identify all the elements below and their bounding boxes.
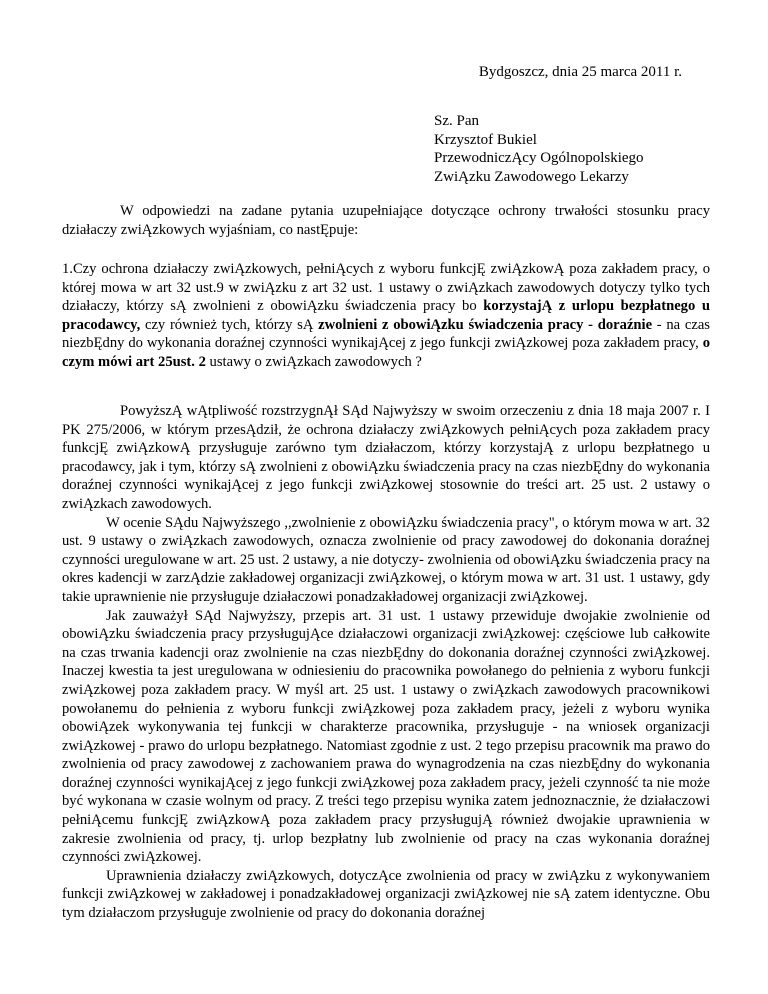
question-text [62, 260, 710, 372]
question-text-part3: - na czas niezbĘdny do wykonania doraźnej czynności wynikajĄcej z jego funkcji zwiĄzkowej poza zakładem pracy, [62, 316, 710, 352]
question-paragraph [62, 260, 710, 372]
question-text-part1: 1.Czy ochrona działaczy zwiĄzkowych, pełniĄcych z wyboru funkcjĘ zwiĄzkowĄ poza zakładem pracy, o której mowa w art 32 ust.9 w zwiĄzku z art 32 ust. 1 ustawy o zwiĄzkach zawodowych dotyczy tylko tych działaczy, którzy sĄ zwolnieni z obowiĄzku świadczenia pracy bo [62, 261, 710, 315]
recipient-salutation: Sz. Pan [434, 113, 479, 129]
intro-text: W odpowiedzi na zadane pytania uzupełniające dotyczące ochrony trwałości stosunku pracy działaczy zwiĄzkowych wyjaśniam, co nastĘpuje: [62, 203, 710, 238]
answer-paragraph-2: W ocenie SĄdu Najwyższego ,,zwolnienie z obowiĄzku świadczenia pracy", o którym mowa w art. 32 ust. 9 ustawy o zwiĄzkach zawodowych, oznacza zwolnienie od pracy zawodowej do dokonania doraźnej czynności uregulowane w art. 25 ust. 2 ustawy, a nie dotyczy- zwolnienia od obowiĄzku świadczenia pracy na okres kadencji w zarzĄdzie zakładowej organizacji zwiĄzkowej, o którym mowa w art. 31 ust. 1 ustawy, gdy takie uprawnienie nie przysługuje działaczowi ponadzakładowej organizacji zwiĄzkowej. [62, 514, 710, 605]
question-bold-article-ref: o czym mówi art 25ust. 2 [62, 335, 710, 370]
answer-section [62, 402, 710, 923]
intro-paragraph [62, 202, 710, 239]
recipient-title: PrzewodniczĄcy Ogólnopolskiego [434, 150, 644, 166]
question-text-part2: czy również tych, którzy sĄ [140, 316, 319, 333]
recipient-organization: ZwiĄzku Zawodowego Lekarzy [434, 168, 629, 185]
question-text-part4: ustawy o zwiĄzkach zawodowych ? [205, 353, 422, 370]
answer-paragraph-1: PowyższĄ wĄtpliwość rozstrzygnĄł SĄd Najwyższy w swoim orzeczeniu z dnia 18 maja 2007 r. I PK 275/2006, w którym przesĄdził, że ochrona działaczy zwiĄzkowych pełniĄcych poza zakładem pracy funkcjĘ zwiĄzkowĄ przysługuje zarówno tym działaczom, którzy korzystajĄ z urlopu bezpłatnego u pracodawcy, jak i tym, którzy sĄ zwolnieni z obowiĄzku świadczenia pracy na czas niezbĘdny do wykonania doraźnej czynności wynikajĄcej z jego funkcji zwiĄzkowej stosownie do treści art. 25 ust. 2 ustawy o zwiĄzkach zawodowych. [62, 403, 710, 512]
recipient-block [434, 112, 644, 186]
answer-paragraph-3: Jak zauważył SĄd Najwyższy, przepis art. 31 ust. 1 ustawy przewiduje dwojakie zwolnienie od obowiĄzku świadczenia pracy przysługujĄce działaczowi organizacji zwiĄzkowej: częściowe lub całkowite na czas trwania kadencji oraz zwolnienie na czas niezbĘdny do dokonania doraźnej czynności zwiĄzkowej. Inaczej kwestia ta jest uregulowana w odniesieniu do pracownika powołanego do pełnienia z wyboru funkcji zwiĄzkowej poza zakładem pracy. W myśl art. 25 ust. 1 ustawy o zwiĄzkach zawodowych pracownikowi powołanemu do pełnienia z wyboru funkcji zwiĄzkowej poza zakładem pracy, jeżeli z wyboru wynika obowiĄzek wykonywania tej funkcji w charakterze pracownika, przysługuje - na wniosek organizacji zwiĄzkowej - prawo do urlopu bezpłatnego. Natomiast zgodnie z ust. 2 tego przepisu pracownik ma prawo do zwolnienia od pracy zawodowej z zachowaniem prawa do wynagrodzenia na czas niezbĘdny do wykonania doraźnej czynności wynikajĄcej z jego funkcji zwiĄzkowej poza zakładem pracy, jeżeli czynność ta nie może być wykonana w czasie wolnym od pracy. Z treści tego przepisu wynika zatem jednoznacznie, że działaczowi pełniĄcemu funkcjĘ zwiĄzkowĄ poza zakładem pracy przysługujĄ również dwojakie uprawnienia w zakresie zwolnienia od pracy, tj. urlop bezpłatny lub zwolnienie od pracy na czas wykonania doraźnej czynności zwiĄzkowej. [62, 607, 710, 866]
recipient-name: Krzysztof Bukiel [434, 131, 537, 148]
answer-paragraph-4: Uprawnienia działaczy zwiĄzkowych, dotyczĄce zwolnienia od pracy w zwiĄzku z wykonywaniem funkcji zwiĄzkowej w zakładowej i ponadzakładowej organizacji zwiĄzkowej nie sĄ zatem identyczne. Obu tym działaczom przysługuje zwolnienie od pracy do dokonania doraźnej [62, 867, 710, 922]
question-bold-unpaid-leave: korzystajĄ z urlopu bezpłatnego u pracodawcy, [62, 298, 711, 333]
question-bold-ad-hoc-release: zwolnieni z obowiĄzku świadczenia pracy - doraźnie [318, 316, 653, 333]
date-line: Bydgoszcz, dnia 25 marca 2011 r. [478, 64, 682, 80]
